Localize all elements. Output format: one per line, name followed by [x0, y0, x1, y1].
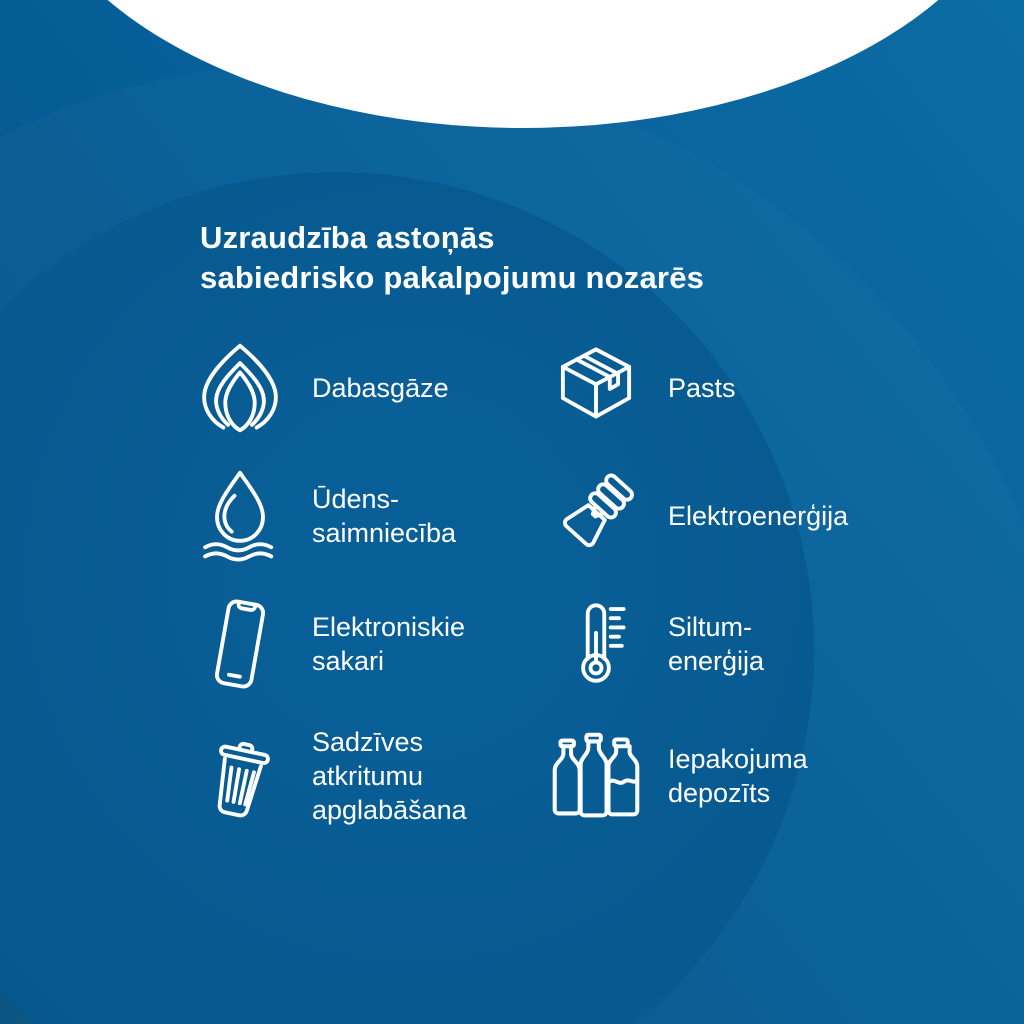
sector-item-dabasgaze — [192, 330, 449, 446]
sector-label-line: Sadzīves — [312, 727, 424, 757]
sector-item-atkritumu-apglabasana — [192, 718, 467, 834]
parcel-box-icon — [548, 338, 644, 438]
sector-label-line: sakari — [312, 646, 385, 676]
sector-label — [312, 482, 456, 550]
sector-label-line: Dabasgāze — [312, 373, 449, 403]
sector-label-line: atkritumu — [312, 761, 424, 791]
sector-label-line: Iepakojuma — [668, 744, 808, 774]
bottles-icon — [548, 726, 644, 826]
trash-can-icon — [192, 722, 288, 830]
sector-label-line: Pasts — [668, 373, 736, 403]
smartphone-icon — [192, 592, 288, 696]
thermometer-icon — [548, 592, 644, 696]
sector-label-line: saimniecība — [312, 518, 457, 548]
sector-label-line: depozīts — [668, 778, 771, 808]
sector-label-line: Siltum- — [668, 612, 753, 642]
sector-item-siltumenergija — [548, 586, 764, 702]
title-line-2: sabiedrisko pakalpojumu nozarēs — [200, 260, 705, 295]
sector-label — [668, 371, 736, 405]
gas-flame-icon — [192, 336, 288, 440]
sector-label-line: Ūdens- — [312, 484, 400, 514]
title-line-1: Uzraudzība astoņās — [200, 220, 495, 255]
sector-item-pasts — [548, 330, 736, 446]
sector-label-line: apglabāšana — [312, 795, 467, 825]
sector-label — [668, 499, 848, 533]
sector-item-udenssaimnieciba — [192, 458, 456, 574]
sector-label — [668, 742, 808, 810]
sector-label-line: Elektroniskie — [312, 612, 466, 642]
sector-label — [312, 371, 449, 405]
sector-item-elektroniskie-sakari — [192, 586, 465, 702]
cfl-bulb-icon — [548, 464, 644, 568]
water-drop-icon — [192, 464, 288, 568]
infographic-title — [200, 218, 704, 298]
sector-label — [312, 725, 467, 827]
sector-label-line: Elektroenerģija — [668, 501, 849, 531]
sector-label — [312, 610, 465, 678]
sector-item-iepakojuma-depozits — [548, 718, 808, 834]
sector-label-line: enerģija — [668, 646, 765, 676]
sector-item-elektroenergija — [548, 458, 848, 574]
sector-label — [668, 610, 764, 678]
